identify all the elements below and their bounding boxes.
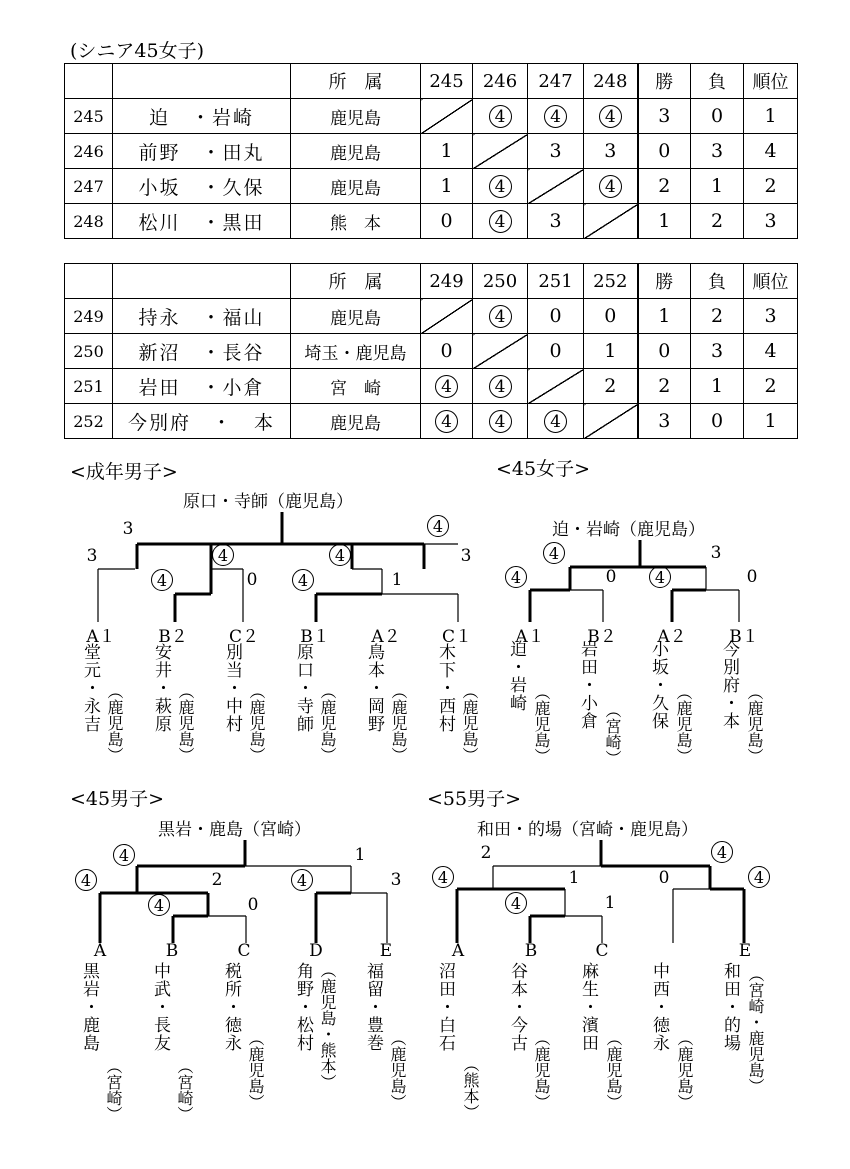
result-value: 4 [489, 210, 512, 233]
bracket-winner: 迫・岩崎（鹿児島） [552, 520, 705, 540]
match-score-winner: 4 [291, 869, 313, 891]
entry-number: 252 [65, 404, 113, 439]
pair-name: 木下・西村 [435, 643, 455, 733]
match-score-winner: 4 [711, 841, 733, 863]
pair-name: 角野・松村 [293, 962, 313, 1052]
seed-label: A１ [86, 627, 116, 647]
pair-name: 新沼 ・長谷 [113, 334, 291, 369]
seed-label: B [524, 941, 538, 961]
pair-name: 中武・長友 [150, 962, 170, 1052]
win-count: 3 [638, 99, 691, 134]
pair-name: 持永 ・福山 [113, 299, 291, 334]
pair-name: 福留・豊巻 [363, 962, 383, 1052]
pair-name: 小坂 ・久保 [113, 169, 291, 204]
pair-team: （宮崎・鹿児島） [746, 966, 765, 1094]
team-affiliation: 埼玉・鹿児島 [291, 334, 421, 369]
header-col: 246 [473, 64, 528, 99]
pair-team: （宮崎） [104, 1058, 123, 1122]
pair-team: （鹿児島） [745, 684, 764, 764]
result-value: 4 [435, 375, 458, 398]
match-score: 0 [605, 567, 617, 587]
rank: 2 [744, 369, 798, 404]
match-score-winner: 4 [329, 544, 351, 566]
bracket-winner: 和田・的場（宮崎・鹿児島） [477, 820, 698, 840]
header-rank: 順位 [744, 64, 798, 99]
pair-name: 税所・徳永 [221, 962, 241, 1052]
pair-team: （鹿児島） [318, 683, 337, 763]
match-score: 3 [460, 546, 472, 566]
header-col: 247 [528, 64, 584, 99]
rank: 1 [744, 404, 798, 439]
result-value: 1 [604, 340, 617, 362]
pair-team: （鹿児島） [674, 684, 693, 764]
seed-label: C２ [228, 627, 260, 647]
pair-team: （宮崎） [175, 1058, 194, 1122]
match-score: 3 [86, 546, 98, 566]
seed-label: A [93, 941, 107, 961]
loss-count: 0 [691, 404, 744, 439]
pair-name: 今別府・本 [719, 640, 739, 730]
header-team: 所 属 [291, 264, 421, 299]
loss-count: 2 [691, 204, 744, 239]
result-value: 3 [549, 210, 562, 232]
pair-name: 今別府 ・ 本 [113, 404, 291, 439]
pair-name: 迫・岩崎 [506, 640, 526, 712]
seed-label: A１ [515, 627, 545, 647]
entry-number: 248 [65, 204, 113, 239]
rank: 4 [744, 134, 798, 169]
loss-count: 3 [691, 134, 744, 169]
pair-name: 黒岩・鹿島 [79, 962, 99, 1052]
pair-team: （鹿児島） [247, 683, 266, 763]
result-value: 4 [489, 105, 512, 128]
match-score-winner: 4 [505, 892, 527, 914]
pair-team: （鹿児島） [604, 1030, 623, 1110]
header-col: 249 [421, 264, 473, 299]
bracket-title: <45男子> [70, 788, 165, 810]
pair-name: 別当・中村 [222, 643, 242, 733]
team-affiliation: 宮 崎 [291, 369, 421, 404]
match-score-winner: 4 [748, 866, 770, 888]
result-value: 4 [489, 175, 512, 198]
win-count: 0 [638, 334, 691, 369]
header-col: 248 [584, 64, 638, 99]
match-score: 3 [390, 870, 402, 890]
match-score: 2 [211, 870, 223, 890]
result-value: 0 [440, 340, 453, 362]
team-affiliation: 鹿児島 [291, 134, 421, 169]
pair-name: 安井・萩原 [151, 643, 171, 733]
result-value: 4 [544, 410, 567, 433]
bracket-winner: 原口・寺師（鹿児島） [183, 492, 353, 512]
match-score: 3 [122, 519, 134, 539]
match-score-winner: 4 [427, 515, 449, 537]
win-count: 1 [638, 299, 691, 334]
win-count: 2 [638, 169, 691, 204]
win-count: 0 [638, 134, 691, 169]
pair-team: （宮崎） [603, 702, 622, 766]
team-affiliation: 熊 本 [291, 204, 421, 239]
rank: 3 [744, 204, 798, 239]
match-score-winner: 4 [113, 844, 135, 866]
seed-label: B２ [587, 627, 617, 647]
pair-name: 沼田・白石 [435, 962, 455, 1052]
pair-team: （鹿児島） [388, 1030, 407, 1110]
team-affiliation: 鹿児島 [291, 99, 421, 134]
loss-count: 1 [691, 369, 744, 404]
header-team: 所 属 [291, 64, 421, 99]
match-score-winner: 4 [543, 542, 565, 564]
pair-team: （鹿児島） [460, 683, 479, 763]
bracket-title: <55男子> [427, 788, 522, 810]
match-score: 0 [746, 567, 758, 587]
result-value: 0 [549, 305, 562, 327]
match-score-winner: 4 [75, 869, 97, 891]
pair-name: 迫 ・岩崎 [113, 99, 291, 134]
match-score: 1 [391, 570, 403, 590]
pair-name: 谷本・今古 [507, 962, 527, 1052]
match-score-winner: 4 [649, 566, 671, 588]
result-value: 3 [549, 140, 562, 162]
seed-label: E [738, 941, 752, 961]
pair-name: 麻生・濱田 [578, 962, 598, 1052]
seed-label: A２ [371, 627, 401, 647]
pair-team: （鹿児島） [246, 1030, 265, 1110]
match-score: 0 [658, 868, 670, 888]
entry-number: 251 [65, 369, 113, 404]
loss-count: 0 [691, 99, 744, 134]
header-col: 251 [528, 264, 584, 299]
bracket-title: <成年男子> [70, 461, 178, 483]
pair-name: 原口・寺師 [293, 643, 313, 733]
match-score: 1 [604, 893, 616, 913]
rank: 4 [744, 334, 798, 369]
seed-label: D [309, 941, 323, 961]
header-col: 250 [473, 264, 528, 299]
header-loss: 負 [691, 264, 744, 299]
entry-number: 249 [65, 299, 113, 334]
pair-team: （熊本） [461, 1056, 480, 1120]
win-count: 1 [638, 204, 691, 239]
header-col: 245 [421, 64, 473, 99]
seed-label: C [595, 941, 609, 961]
seed-label: A [451, 941, 465, 961]
team-affiliation: 鹿児島 [291, 299, 421, 334]
match-score: 0 [246, 570, 258, 590]
match-score-winner: 4 [292, 569, 314, 591]
header-win: 勝 [638, 264, 691, 299]
seed-label: E [379, 941, 393, 961]
result-value: 0 [549, 340, 562, 362]
pair-team: （鹿児島） [532, 684, 551, 764]
rank: 1 [744, 99, 798, 134]
pair-name: 松川 ・黒田 [113, 204, 291, 239]
seed-label: B１ [300, 627, 330, 647]
result-value: 4 [489, 375, 512, 398]
loss-count: 2 [691, 299, 744, 334]
match-score: 3 [710, 543, 722, 563]
pair-team: （鹿児島） [389, 683, 408, 763]
rank: 2 [744, 169, 798, 204]
senior-section-title: (シニア45女子) [70, 40, 205, 62]
rank: 3 [744, 299, 798, 334]
pair-team: （鹿児島） [675, 1030, 694, 1110]
header-win: 勝 [638, 64, 691, 99]
header-col: 252 [584, 264, 638, 299]
pair-team: （鹿児島・熊本） [318, 962, 337, 1090]
match-score: 2 [480, 843, 492, 863]
pair-name: 岩田・小倉 [577, 640, 597, 730]
result-value: 3 [604, 140, 617, 162]
result-value: 0 [604, 305, 617, 327]
team-affiliation: 鹿児島 [291, 169, 421, 204]
entry-number: 245 [65, 99, 113, 134]
match-score-winner: 4 [505, 566, 527, 588]
pair-name: 和田・的場 [720, 962, 740, 1052]
pair-name: 岩田 ・小倉 [113, 369, 291, 404]
seed-label: B１ [729, 627, 759, 647]
pair-name: 中西・徳永 [649, 962, 669, 1052]
loss-count: 1 [691, 169, 744, 204]
pair-name: 小坂・久保 [648, 640, 668, 730]
entry-number: 247 [65, 169, 113, 204]
team-affiliation: 鹿児島 [291, 404, 421, 439]
result-value: 4 [489, 305, 512, 328]
bracket-winner: 黒岩・鹿島（宮崎） [158, 820, 311, 840]
result-value: 4 [599, 105, 622, 128]
loss-count: 3 [691, 334, 744, 369]
pair-name: 前野 ・田丸 [113, 134, 291, 169]
match-score: 0 [247, 895, 259, 915]
seed-label: A２ [657, 627, 687, 647]
header-loss: 負 [691, 64, 744, 99]
entry-number: 246 [65, 134, 113, 169]
pair-team: （鹿児島） [105, 683, 124, 763]
seed-label: B２ [158, 627, 188, 647]
header-rank: 順位 [744, 264, 798, 299]
seed-label: C１ [441, 627, 473, 647]
seed-label: B [165, 941, 179, 961]
pair-name: 堂元・永吉 [80, 643, 100, 733]
bracket-title: <45女子> [496, 458, 591, 480]
result-value: 4 [544, 105, 567, 128]
win-count: 2 [638, 369, 691, 404]
pair-team: （鹿児島） [176, 683, 195, 763]
pair-team: （鹿児島） [532, 1030, 551, 1110]
match-score-winner: 4 [212, 544, 234, 566]
result-value: 1 [440, 140, 453, 162]
pair-name: 鳥本・岡野 [364, 643, 384, 733]
result-value: 4 [435, 410, 458, 433]
entry-number: 250 [65, 334, 113, 369]
match-score-winner: 4 [148, 894, 170, 916]
result-value: 2 [604, 375, 617, 397]
seed-label: C [237, 941, 251, 961]
win-count: 3 [638, 404, 691, 439]
match-score: 1 [568, 868, 580, 888]
match-score-winner: 4 [151, 569, 173, 591]
result-value: 4 [489, 410, 512, 433]
match-score-winner: 4 [432, 866, 454, 888]
match-score: 1 [354, 845, 366, 865]
result-value: 1 [440, 175, 453, 197]
result-value: 4 [599, 175, 622, 198]
result-value: 0 [440, 210, 453, 232]
